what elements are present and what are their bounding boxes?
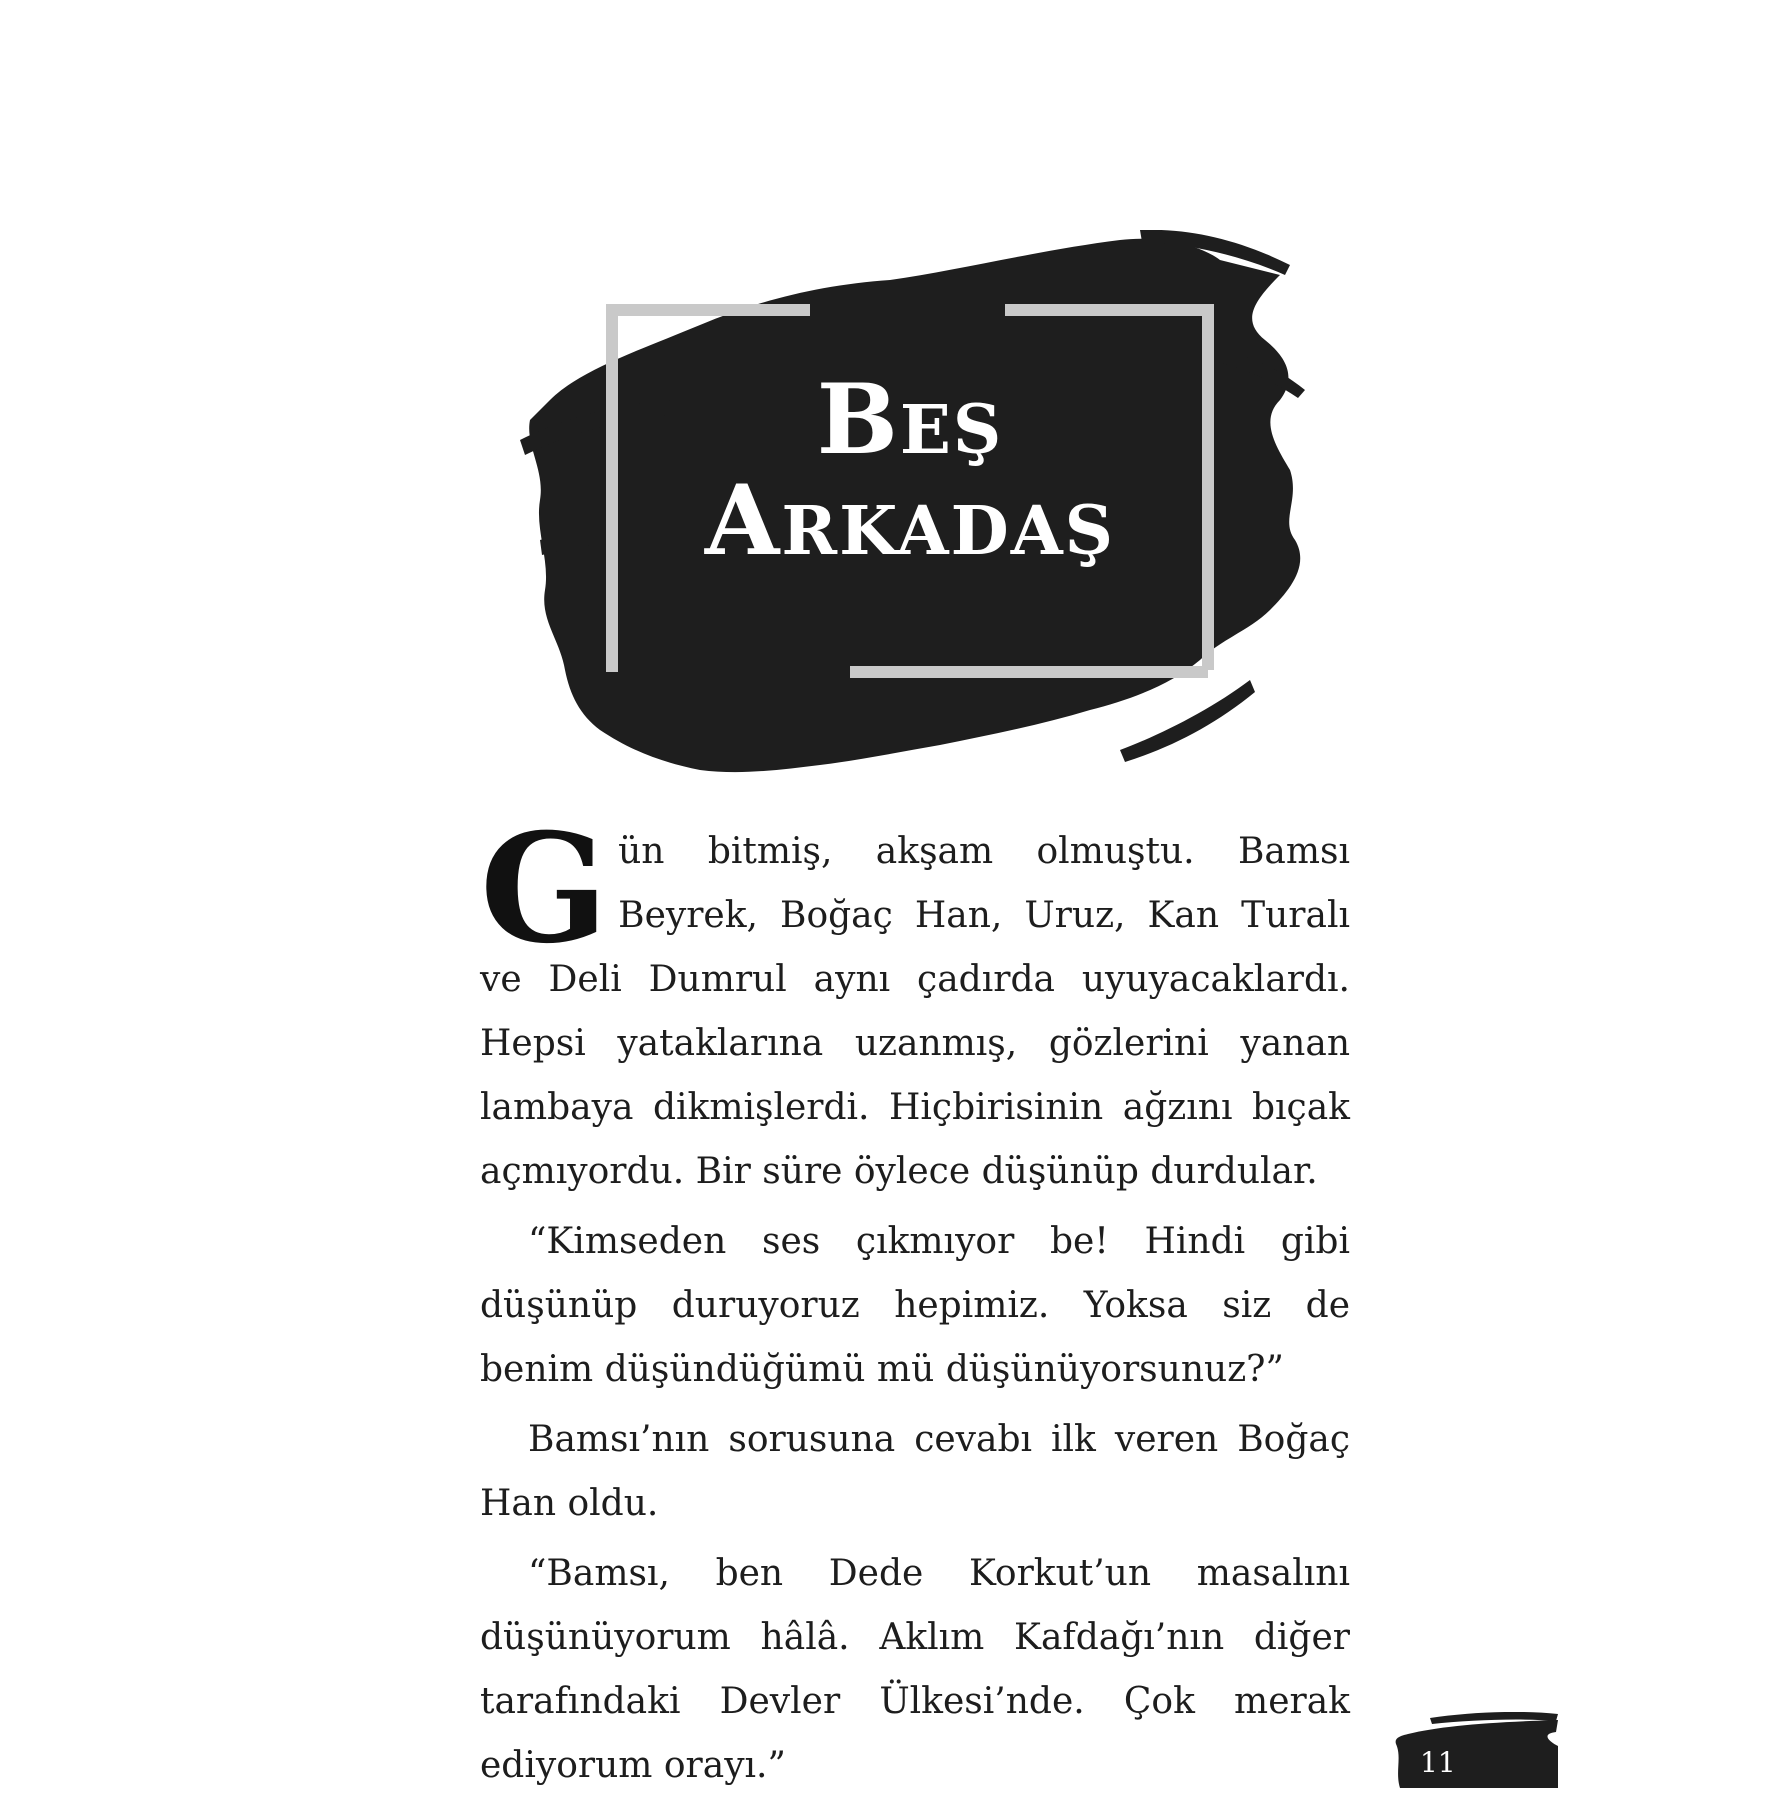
chapter-title-line-1: Beş xyxy=(816,363,1004,476)
paragraph-2: “Kimseden ses çıkmıyor be! Hindi gibi düşünüp duruyoruz hepimiz. Yoksa siz de benim düşündüğümü mü düşünüyorsunuz?” xyxy=(480,1221,1350,1390)
chapter-title-block xyxy=(520,230,1310,790)
page-number: 11 xyxy=(1420,1746,1456,1779)
page-number-brush-graphic xyxy=(1390,1712,1560,1788)
paragraph-4: “Bamsı, ben Dede Korkut’un masalını düşünüyorum hâlâ. Aklım Kafdağı’nın diğer tarafındaki Devler Ülkesi’nde. Çok merak ediyorum orayı.” xyxy=(480,1553,1350,1786)
drop-cap: G xyxy=(480,801,609,977)
paragraph-1-text: ün bitmiş, akşam olmuştu. Bamsı Beyrek, Boğaç Han, Uruz, Kan Turalı ve Deli Dumrul aynı çadırda uyuyacaklardı. Hepsi yataklarına uzanmış, gözlerini yanan lambaya dikmişlerdi. Hiçbirisinin ağzını bıçak açmıyordu. Bir süre öylece düşünüp durdular. xyxy=(480,831,1350,1192)
paragraph-1 xyxy=(480,801,1350,1204)
paragraph-3: Bamsı’nın sorusuna cevabı ilk veren Boğaç Han oldu. xyxy=(480,1419,1350,1524)
chapter-title-line-2: Arkadaş xyxy=(704,463,1116,577)
chapter-title xyxy=(610,363,1210,577)
chapter-body xyxy=(480,801,1350,1804)
page-number-block xyxy=(1390,1712,1560,1788)
